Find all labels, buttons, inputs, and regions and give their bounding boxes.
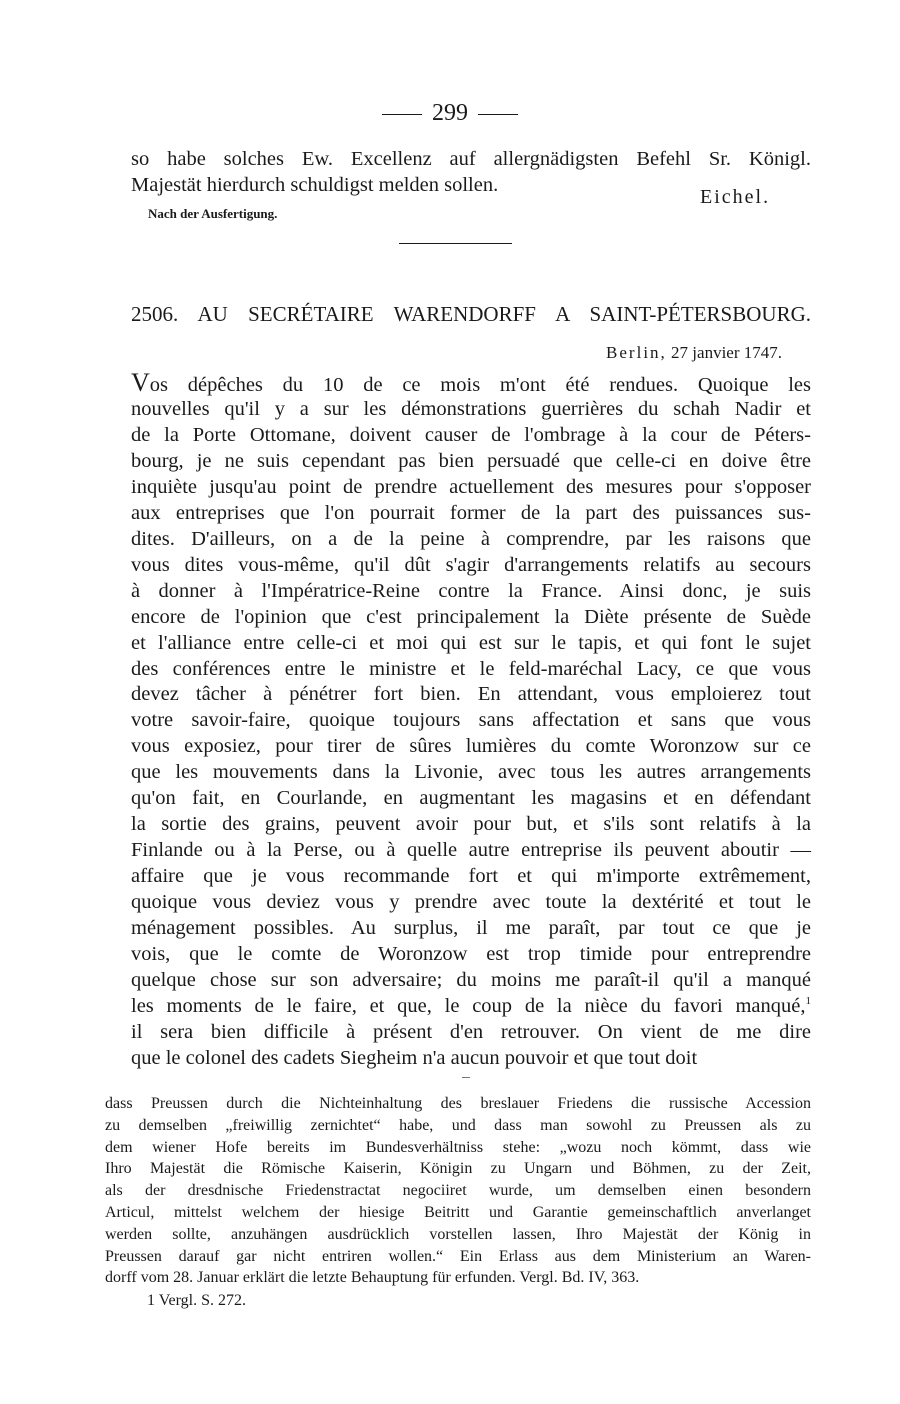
footnote-line: zu demselben „freiwillig zernichtet“ habe, und dass man sowohl zu Preussen als zu xyxy=(105,1116,811,1134)
body-line: des conférences entre le ministre et le feld-maréchal Lacy, ce que vous xyxy=(131,657,811,680)
body-line: votre savoir-faire, quoique toujours sans affectation et sans que vous xyxy=(131,709,811,732)
body-line: bourg, je ne suis cependant pas bien persuadé que celle-ci en doive être xyxy=(131,449,811,472)
footnote-line: dem wiener Hofe bereits im Bundesverhältniss stehe: „wozu noch kömmt, dass wie xyxy=(105,1138,811,1156)
footnote-line: Preussen darauf gar nicht entriren wollen.“ Ein Erlass aus dem Ministerium an Waren- xyxy=(105,1247,811,1265)
body-line: aux entreprises que l'on pourrait former de la part des puissances sus- xyxy=(131,501,811,524)
section-divider xyxy=(399,243,512,244)
body-line: encore de l'opinion que c'est principalement la Diète présente de Suède xyxy=(131,605,811,628)
body-line: vous exposiez, pour tirer de sûres lumières du comte Woronzow sur ce xyxy=(131,735,811,758)
body-line: vois, que le comte de Woronzow est trop timide pour entreprendre xyxy=(131,942,811,965)
date-place: Berlin, xyxy=(606,343,667,362)
body-line: la sortie des grains, peuvent avoir pour but, et s'ils sont relatifs à la xyxy=(131,813,811,836)
body-line-first xyxy=(131,370,811,398)
signature: Eichel. xyxy=(700,186,771,208)
body-line: quelque chose sur son adversaire; du moins me paraît-il qu'il a manqué xyxy=(131,968,811,991)
preceding-line-2: Majestät hierdurch schuldigst melden sollen. xyxy=(131,174,499,196)
first-line-text: os dépêches du 10 de ce mois m'ont été rendues. Quoique les xyxy=(149,374,811,396)
body-line: que le colonel des cadets Siegheim n'a aucun pouvoir et que tout doit xyxy=(131,1046,698,1069)
body-line: devez tâcher à pénétrer fort bien. En attendant, vous emploierez tout xyxy=(131,683,811,706)
footnote-1 xyxy=(147,1290,246,1312)
footnote-line: als der dresdnische Friedenstractat negociiret wurde, um demselben einen besondern xyxy=(105,1182,811,1200)
body-line-text: les moments de le faire, et que, le coup de la nièce du favori manqué, xyxy=(131,994,806,1017)
footnote-line: dorff vom 28. Januar erklärt die letzte Behauptung für erfunden. Vergl. Bd. IV, 363. xyxy=(105,1269,640,1287)
source-note: Nach der Ausfertigung. xyxy=(148,206,278,221)
body-line: inquiète jusqu'au point de prendre actuellement des mesures pour s'opposer xyxy=(131,475,811,498)
body-line: affaire que je vous recommande fort et qui m'importe extrêmement, xyxy=(131,865,811,888)
body-line: que les mouvements dans la Livonie, avec tous les autres arrangements xyxy=(131,761,811,784)
body-line: il sera bien difficile à présent d'en retrouver. On vient de me dire xyxy=(131,1020,811,1043)
preceding-line-1: so habe solches Ew. Excellenz auf allergnädigsten Befehl Sr. Königl. xyxy=(131,148,811,170)
body-line xyxy=(131,993,811,1019)
header-dash-right xyxy=(478,114,518,115)
footnote-marker: 1 xyxy=(147,1292,155,1309)
body-line: à donner à l'Impératrice-Reine contre la France. Ainsi donc, je suis xyxy=(131,579,811,602)
footnote-divider xyxy=(462,1077,470,1078)
body-line: quoique vous deviez vous y prendre avec toute la dextérité et tout le xyxy=(131,891,811,914)
body-line: nouvelles qu'il y a sur les démonstrations guerrières du schah Nadir et xyxy=(131,398,811,420)
footnote-line: werden sollte, anzuhängen ausdrücklich vorstellen lassen, Ihro Majestät der König in xyxy=(105,1225,811,1243)
body-line: de la Porte Ottomane, doivent causer de l'ombrage à la cour de Péters- xyxy=(131,423,811,446)
body-line: Finlande ou à la Perse, ou à quelle autre entreprise ils peuvent aboutir — xyxy=(131,839,811,862)
body-line: ménagement possibles. Au surplus, il me paraît, par tout ce que je xyxy=(131,917,811,939)
body-line: dites. D'ailleurs, on a de la peine à comprendre, par les raisons que xyxy=(131,527,811,550)
body-line: et l'alliance entre celle-ci et moi qui est sur le tapis, et qui font le sujet xyxy=(131,631,811,654)
page-header xyxy=(0,98,900,128)
footnote-reference[interactable]: 1 xyxy=(805,994,811,1007)
footnote-line: Ihro Majestät die Römische Kaiserin, Königin zu Ungarn und Böhmen, zu der Zeit, xyxy=(105,1160,811,1178)
footnote-line: Articul, mittelst welchem der hiesige Beitritt und Garantie gemeinschaftlich anverlanget xyxy=(105,1204,811,1221)
date: 27 janvier 1747. xyxy=(671,343,782,362)
dateline xyxy=(606,342,782,364)
body-line: vous dites vous-même, qu'il dût s'agir d'arrangements relatifs au secours xyxy=(131,553,811,576)
header-dash-left xyxy=(382,114,422,115)
body-line: qu'on fait, en Courlande, en augmentant les magasins et en défendant xyxy=(131,787,811,810)
initial-letter: V xyxy=(131,368,150,397)
footnote-1-text: Vergl. S. 272. xyxy=(158,1292,246,1309)
page-number: 299 xyxy=(432,100,468,126)
footnote-line: dass Preussen durch die Nichteinhaltung des breslauer Friedens die russische Accession xyxy=(105,1095,811,1112)
document-heading: 2506. AU SECRÉTAIRE WARENDORFF A SAINT-PÉTERSBOURG. xyxy=(131,302,811,326)
